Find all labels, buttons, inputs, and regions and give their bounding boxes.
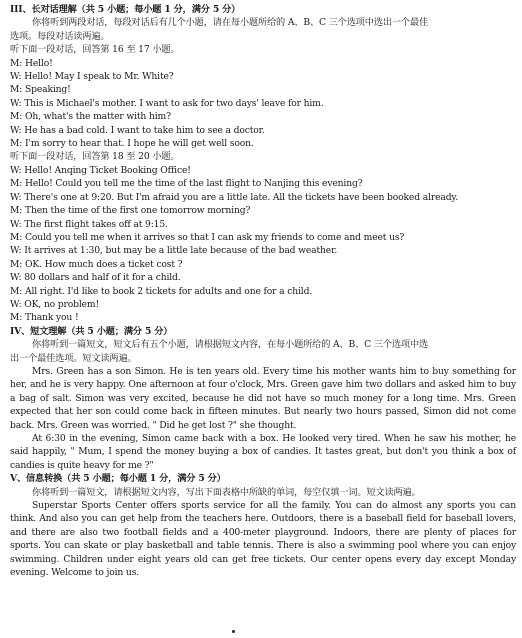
dialog2-intro: 听下面一段对话，回答第 18 至 20 小题。	[10, 151, 180, 163]
section5-passage	[10, 499, 516, 579]
dialog-line: W: He has a bad cold. I want to take him to see a doctor.	[10, 124, 265, 136]
dialog-line: W: OK, no problem!	[10, 298, 100, 310]
dialog-line: M: Speaking!	[10, 84, 71, 96]
dialog1	[10, 57, 516, 151]
section5-heading: V、信息转换（共 5 小题；每小题 1 分，满分 5 分）	[10, 473, 226, 485]
dialog-line: W: There's one at 9:20. But I'm afraid you are a little late. All the tickets have been booked already.	[10, 191, 459, 203]
passage-paragraph: Superstar Sports Center offers sports service for all the family. You can do almost any sports you can think. And also you can get help from the teachers here. Outdoors, there is a baseball field for baseball lovers, and there are also two football fields and a 400-meter playground. Indoors, there are plenty of places for sports. You can skate or play basketball and table tennis. There is also a swimming pool where you can enjoy swimming. Children under eight years old can get free tickets. Our center opens every day except Monday evening. Welcome to join us.	[10, 500, 516, 579]
section4-instruction: 你将听到一篇短文，短文后有五个小题，请根据短文内容，在每小题所给的 A、B、C 三个选项中选	[32, 339, 429, 351]
dialog-line: M: Hello!	[10, 57, 53, 69]
dialog-line: W: The first flight takes off at 9:15.	[10, 218, 168, 230]
passage-paragraph: At 6:30 in the evening, Simon came back with a box. He looked very tired. When he saw his mother, he said happily, " Mum, I spend the money buying a box of candies. It tastes great, but don't you think a box of candies is quite heavy for me ?"	[10, 433, 516, 471]
dialog-line: M: Hello! Could you tell me the time of the last flight to Nanjing this evening?	[10, 178, 363, 190]
dialog-line: M: Could you tell me when it arrives so that I can ask my friends to come and meet us?	[10, 231, 405, 243]
dialog-line: M: I'm sorry to hear that. I hope he will get well soon.	[10, 138, 254, 150]
section4-passage	[10, 365, 516, 472]
dialog-line: M: Thank you !	[10, 312, 79, 324]
dialog-line: M: Then the time of the first one tomorrow morning?	[10, 205, 251, 217]
dialog-line: M: Oh, what's the matter with him?	[10, 111, 171, 123]
section5-instruction: 你将听到一篇短文，请根据短文内容，写出下面表格中所缺的单词，每空仅填一词。短文读两遍。	[32, 486, 421, 498]
section4-instruction-cont: 出一个最佳选项。短文读两遍。	[10, 352, 137, 364]
dialog-line: M: All right. I'd like to book 2 tickets for adults and one for a child.	[10, 285, 313, 297]
dialog1-intro: 听下面一段对话，回答第 16 至 17 小题。	[10, 44, 180, 56]
dialog-line: W: 80 dollars and half of it for a child.	[10, 272, 181, 284]
section4-heading: IV、短文理解（共 5 小题；满分 5 分）	[10, 325, 173, 337]
dialog-line: W: Hello! May I speak to Mr. White?	[10, 71, 174, 83]
section3-instruction: 你将听到两段对话，每段对话后有几个小题，请在每小题所给的 A、B、C 三个选项中选出一个最佳	[32, 17, 429, 29]
section3-instruction-cont: 选项。每段对话读两遍。	[10, 30, 110, 42]
dialog-line: W: This is Michael's mother. I want to ask for two days' leave for him.	[10, 97, 324, 109]
passage-paragraph: Mrs. Green has a son Simon. He is ten years old. Every time his mother wants him to buy something for her, and he is very happy. One afternoon at four o'clock, Mrs. Green gave him two dollars and asked him to buy a bag of salt. Simon was very excited, because he did not have so much money for a long time. Mrs. Green expected that her son could come back in fifteen minutes. But nearly two hours passed, Simon did not come back. Mrs. Green was worried. " Did he get lost ?" she thought.	[10, 365, 516, 431]
dialog-line: M: OK. How much does a ticket cost ?	[10, 258, 183, 270]
page-dot	[232, 630, 235, 633]
dialog-line: W: Hello! Anqing Ticket Booking Office!	[10, 164, 191, 176]
section3-heading: III、长对话理解（共 5 小题；每小题 1 分，满分 5 分）	[10, 4, 241, 15]
dialog-line: W: It arrives at 1:30, but may be a little late because of the bad weather.	[10, 245, 338, 257]
dialog2	[10, 164, 516, 325]
